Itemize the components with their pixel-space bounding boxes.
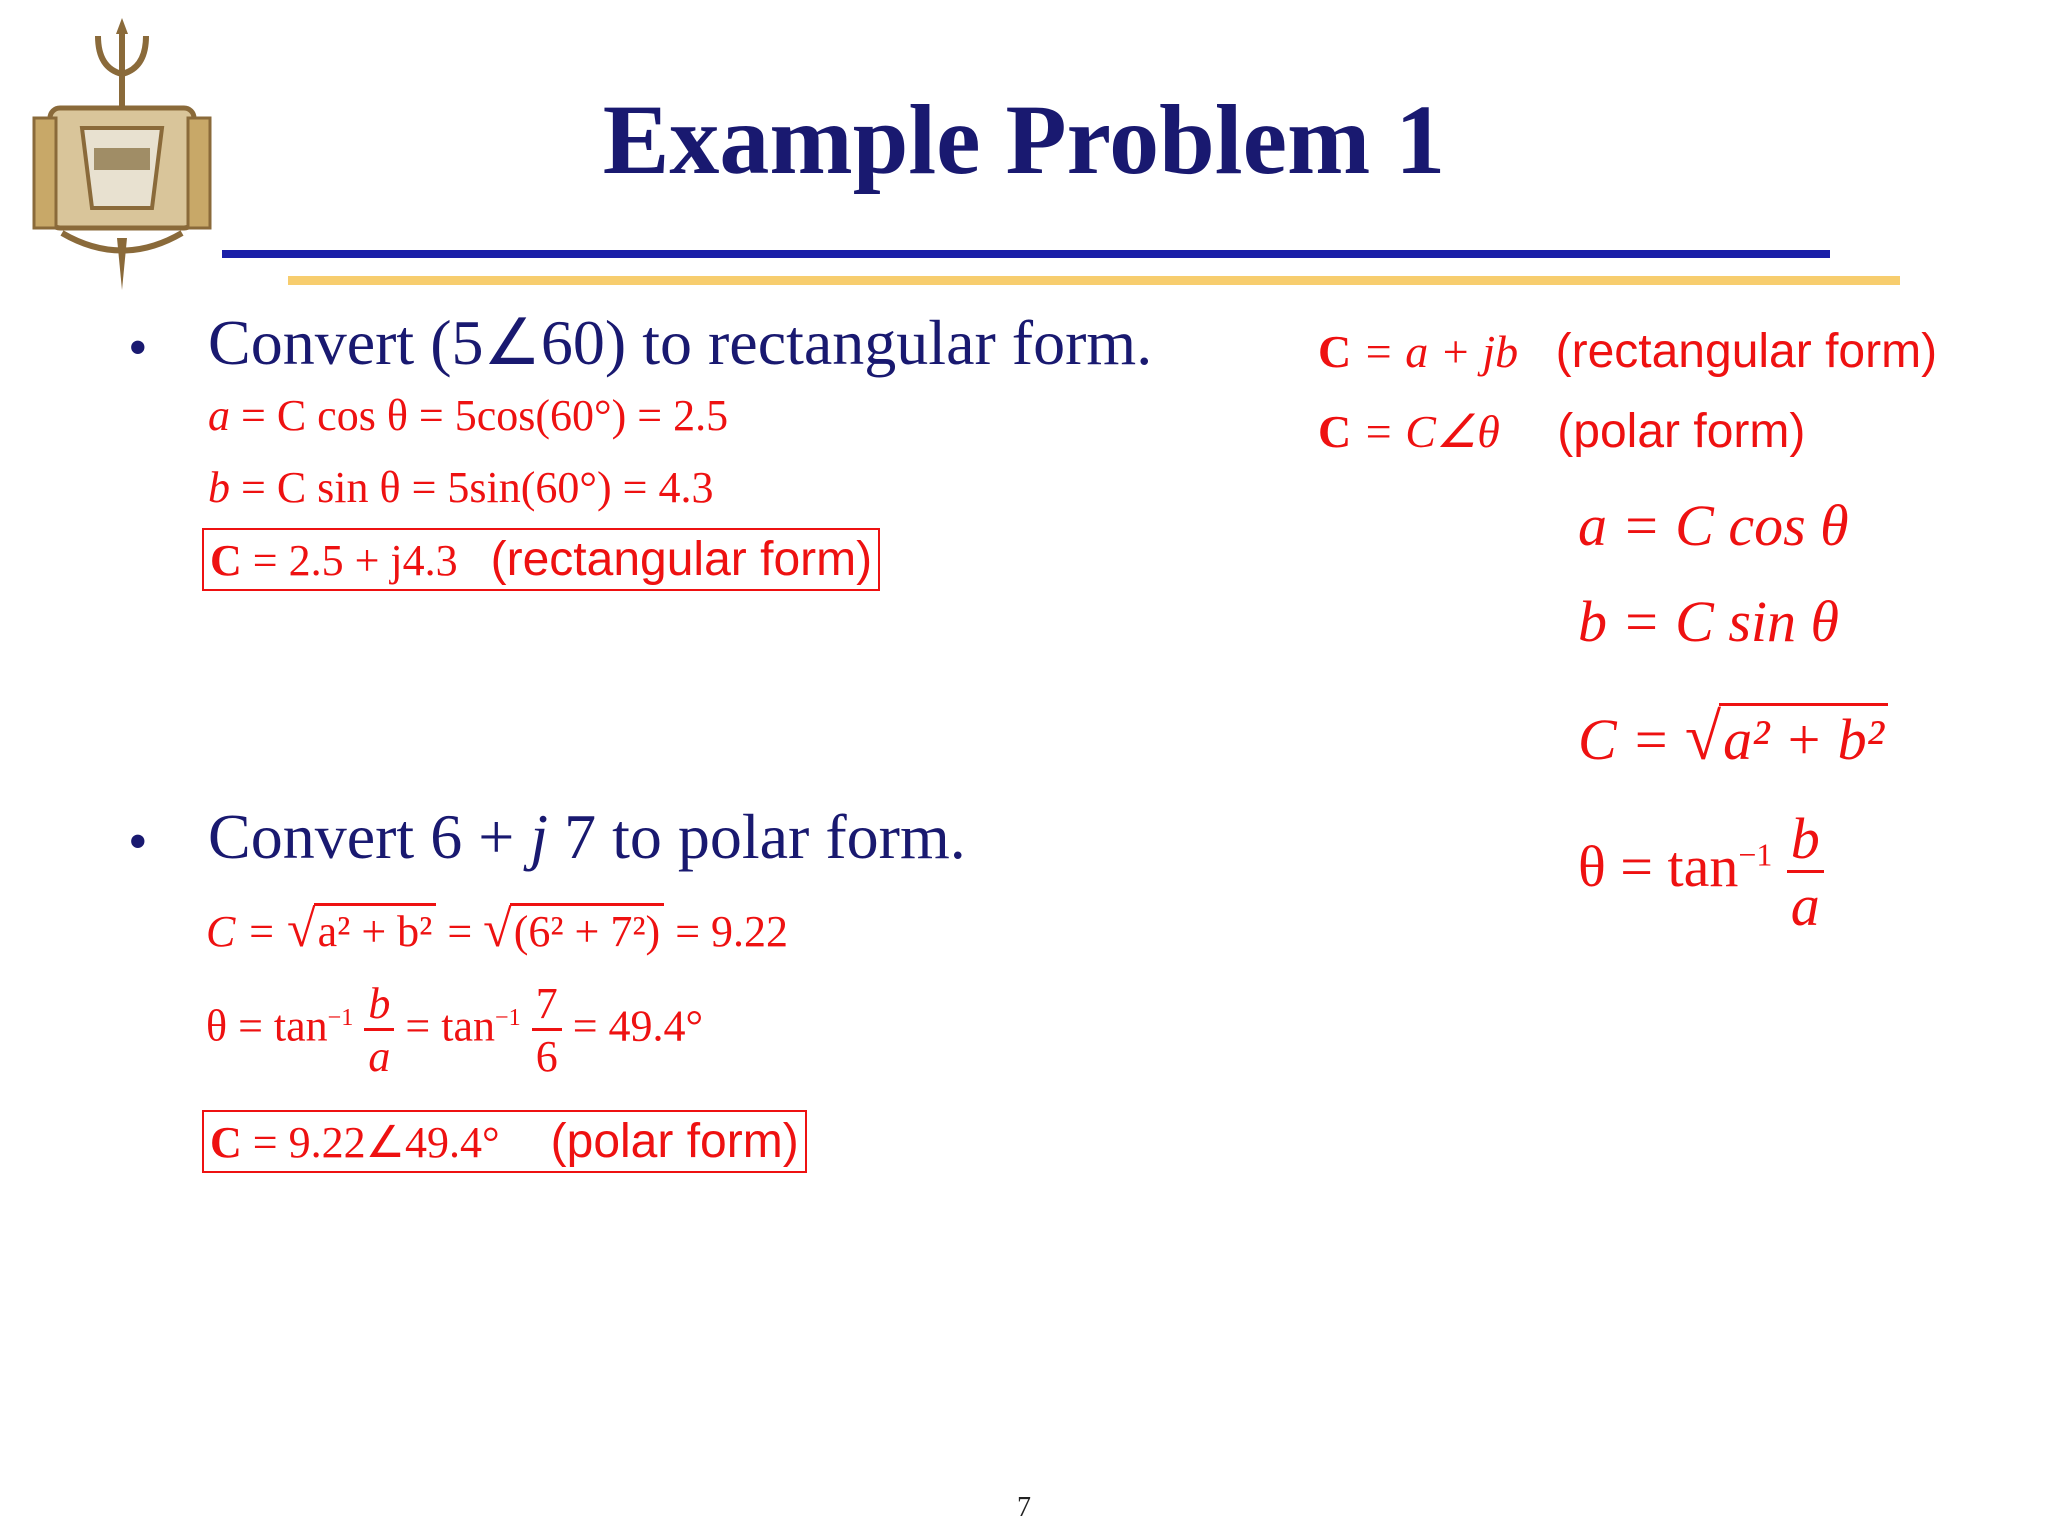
bullet-dot: • (128, 811, 148, 873)
ref-formula-angle: $\theta = \tan^{-1}$ $\frac{b}{a}$ (1578, 810, 1824, 935)
title-rule-gold (288, 276, 1900, 285)
ref-rect-form: C = a + jb (rectangular form) (1318, 325, 1938, 378)
bullet1-step-a: a = C cos θ = 5cos(60°) = 2.5 (208, 391, 729, 440)
ref-polar-form: C = C∠θ (polar form) (1318, 405, 1806, 458)
bullet2-step-angle: $\theta = \tan^{-1}$ $\frac{b}{a}$ = $\tan^{-1}$ $\frac{7}{6}$ = 49.4° (206, 979, 704, 1081)
bullet1-step-b: b = C sin θ = 5sin(60°) = 4.3 (208, 463, 714, 512)
ref-formula-magnitude: C = √a² + b² (1578, 700, 1888, 776)
slide-title: Example Problem 1 (602, 84, 1446, 195)
bullet2-result-box: C = 9.22∠49.4° (polar form) (202, 1110, 807, 1173)
bullet1-text: Convert (5∠60) to rectangular form. (208, 307, 1153, 378)
bullet2-step-magnitude: C = √a² + b² = √(6² + 7²) = 9.22 (206, 901, 789, 958)
bullet1-result-box: C = 2.5 + j4.3 (rectangular form) (202, 528, 880, 591)
title-rule-blue (222, 250, 1830, 258)
ref-formula-b: b = C sin θ (1578, 589, 1839, 654)
page-number: 7 (1017, 1492, 1031, 1523)
bullet-dot: • (128, 317, 148, 379)
ref-formula-a: a = C cos θ (1578, 493, 1849, 558)
bullet2-text: Convert 6 + j 7 to polar form. (208, 801, 966, 872)
